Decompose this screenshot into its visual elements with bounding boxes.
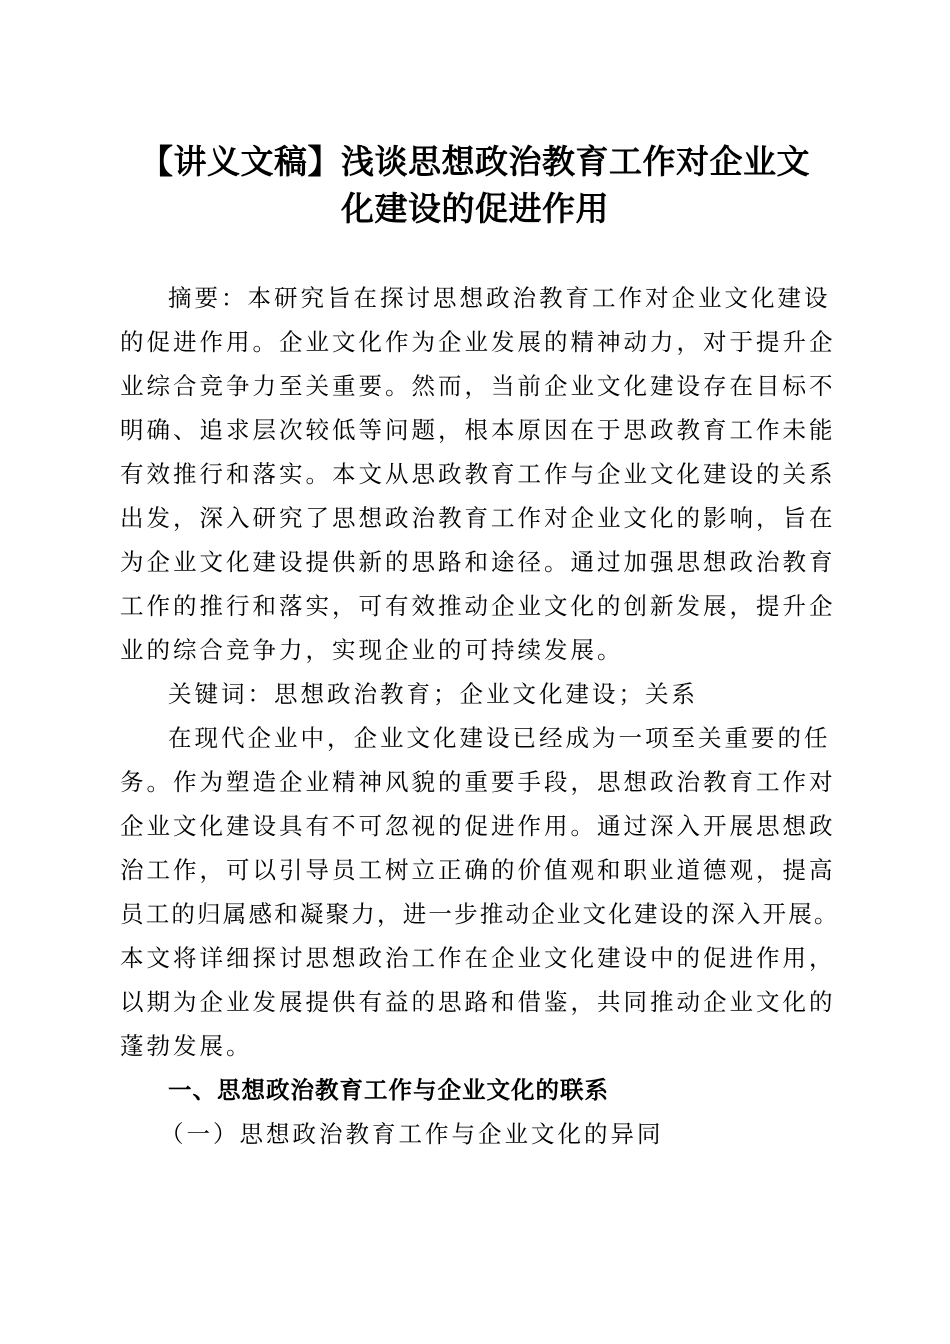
abstract-line: 工作的推行和落实，可有效推动企业文化的创新发展，提升企 xyxy=(120,592,836,620)
abstract-line: 出发，深入研究了思想政治教育工作对企业文化的影响，旨在 xyxy=(120,504,836,532)
abstract-line: 的促进作用。企业文化作为企业发展的精神动力，对于提升企 xyxy=(120,328,836,356)
title-line-2: 化建设的促进作用 xyxy=(341,189,609,228)
abstract-line: 明确、追求层次较低等问题，根本原因在于思政教育工作未能 xyxy=(120,416,836,444)
intro-line: 蓬勃发展。 xyxy=(120,1032,253,1060)
abstract-line: 业综合竞争力至关重要。然而，当前企业文化建设存在目标不 xyxy=(120,372,836,400)
intro-line: 在现代企业中，企业文化建设已经成为一项至关重要的任 xyxy=(168,724,831,752)
abstract-line: 摘要：本研究旨在探讨思想政治教育工作对企业文化建设 xyxy=(168,284,831,312)
intro-line: 治工作，可以引导员工树立正确的价值观和职业道德观，提高 xyxy=(120,856,836,884)
abstract-line: 为企业文化建设提供新的思路和途径。通过加强思想政治教育 xyxy=(120,548,836,576)
section-heading: 一、思想政治教育工作与企业文化的联系 xyxy=(168,1076,609,1104)
keywords-line: 关键词：思想政治教育；企业文化建设；关系 xyxy=(168,680,698,708)
abstract-line: 业的综合竞争力，实现企业的可持续发展。 xyxy=(120,636,624,664)
intro-line: 企业文化建设具有不可忽视的促进作用。通过深入开展思想政 xyxy=(120,812,836,840)
intro-line: 本文将详细探讨思想政治工作在企业文化建设中的促进作用， xyxy=(120,944,836,972)
document-title xyxy=(110,138,840,232)
title-line-1: 【讲义文稿】浅谈思想政治教育工作对企业文 xyxy=(140,142,810,181)
subsection-heading: （一）思想政治教育工作与企业文化的异同 xyxy=(160,1120,664,1148)
intro-line: 员工的归属感和凝聚力，进一步推动企业文化建设的深入开展。 xyxy=(120,900,840,928)
abstract-line: 有效推行和落实。本文从思政教育工作与企业文化建设的关系 xyxy=(120,460,836,488)
intro-line: 以期为企业发展提供有益的思路和借鉴，共同推动企业文化的 xyxy=(120,988,836,1016)
intro-line: 务。作为塑造企业精神风貌的重要手段，思想政治教育工作对 xyxy=(120,768,836,796)
